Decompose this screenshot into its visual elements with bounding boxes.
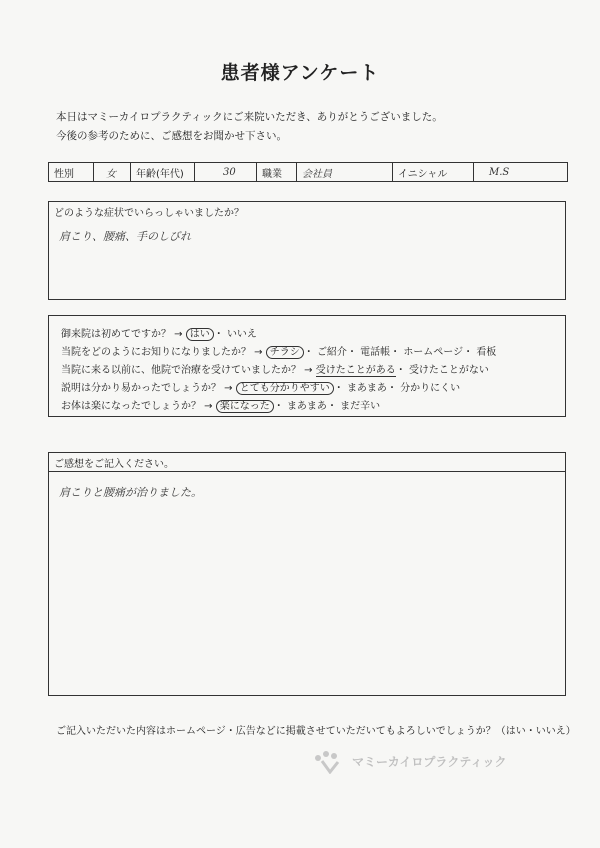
info-table (48, 162, 568, 182)
option-flyer[interactable]: チラシ (266, 346, 304, 359)
option-no[interactable]: いいえ (226, 329, 257, 340)
gender-value[interactable]: 女 (94, 163, 131, 181)
option-so-so[interactable]: まあまあ (286, 401, 327, 412)
option-signboard[interactable]: 看板 (476, 347, 497, 358)
option-so-so[interactable]: まあまあ (346, 383, 387, 394)
option-homepage[interactable]: ホームページ (403, 347, 464, 358)
intro-line-2: 今後の参考のために、ご感想をお聞かせ下さい。 (56, 130, 287, 142)
option-relieved[interactable]: 楽になった (216, 400, 274, 413)
job-label: 職業 (257, 163, 297, 181)
option-had-treatment[interactable]: 受けたことがある (315, 365, 396, 376)
job-value[interactable]: 会社員 (297, 163, 393, 181)
symptoms-heading: どのような症状でいらっしゃいましたか？ (54, 207, 244, 219)
intro-text (56, 108, 443, 146)
initial-label: イニシャル (393, 163, 474, 181)
question-explanation: 説明は分かり易かったでしょうか？ → とても分かりやすい ・ まあまあ・ 分かりにくい (61, 383, 461, 394)
question-text: 説明は分かり易かったでしょうか？ (61, 383, 221, 394)
question-text: お体は楽になったでしょうか？ (61, 401, 201, 412)
question-text: 当院をどのようにお知りになりましたか？ (61, 347, 251, 358)
option-no-treatment[interactable]: 受けたことがない (408, 365, 489, 376)
symptoms-box (48, 201, 566, 300)
logo-text: マミーカイロプラクティック (352, 754, 507, 769)
option-phonebook[interactable]: 電話帳 (360, 347, 391, 358)
question-relief: お体は楽になったでしょうか？ → 楽になった ・ まあまあ・ まだ辛い (61, 401, 381, 412)
survey-box (48, 315, 566, 417)
initial-value[interactable]: M.S (489, 166, 510, 178)
impressions-answer[interactable]: 肩こりと腰痛が治りました。 (59, 486, 202, 499)
logo (312, 748, 506, 774)
question-text: 御来院は初めてですか？ (61, 329, 171, 340)
age-label: 年齢(年代) (131, 163, 195, 181)
option-still-painful[interactable]: まだ辛い (340, 401, 381, 412)
question-text: 当院に来る以前に、他院で治療を受けていましたか？ (61, 365, 301, 376)
impressions-heading: ご感想をご記入ください。 (49, 453, 565, 472)
logo-icon (312, 748, 346, 774)
option-very-clear[interactable]: とても分かりやすい (236, 382, 334, 395)
consent-question: ご記入いただいた内容はホームページ・広告などに掲載させていただいてもよろしいでしょうか？（はい・いいえ） (56, 726, 576, 737)
option-unclear[interactable]: 分かりにくい (400, 383, 461, 394)
option-referral[interactable]: ご紹介 (316, 347, 347, 358)
option-yes[interactable]: はい (186, 328, 214, 341)
impressions-box (48, 452, 566, 696)
question-how-heard: 当院をどのようにお知りになりましたか？ → チラシ ・ ご紹介・ 電話帳・ ホームページ・ 看板 (61, 347, 497, 358)
question-first-visit: 御来院は初めてですか？ → はい ・ いいえ (61, 329, 257, 340)
symptoms-answer[interactable]: 肩こり、腰痛、手のしびれ (59, 230, 191, 243)
gender-label: 性別 (49, 163, 94, 181)
intro-line-1: 本日はマミーカイロプラクティックにご来院いただき、ありがとうございました。 (56, 111, 443, 123)
age-value[interactable]: 30 (195, 163, 257, 181)
question-prior-treatment: 当院に来る以前に、他院で治療を受けていましたか？ → 受けたことがある・ 受けたことがない (61, 365, 489, 376)
page-title: 患者様アンケート (220, 62, 380, 84)
